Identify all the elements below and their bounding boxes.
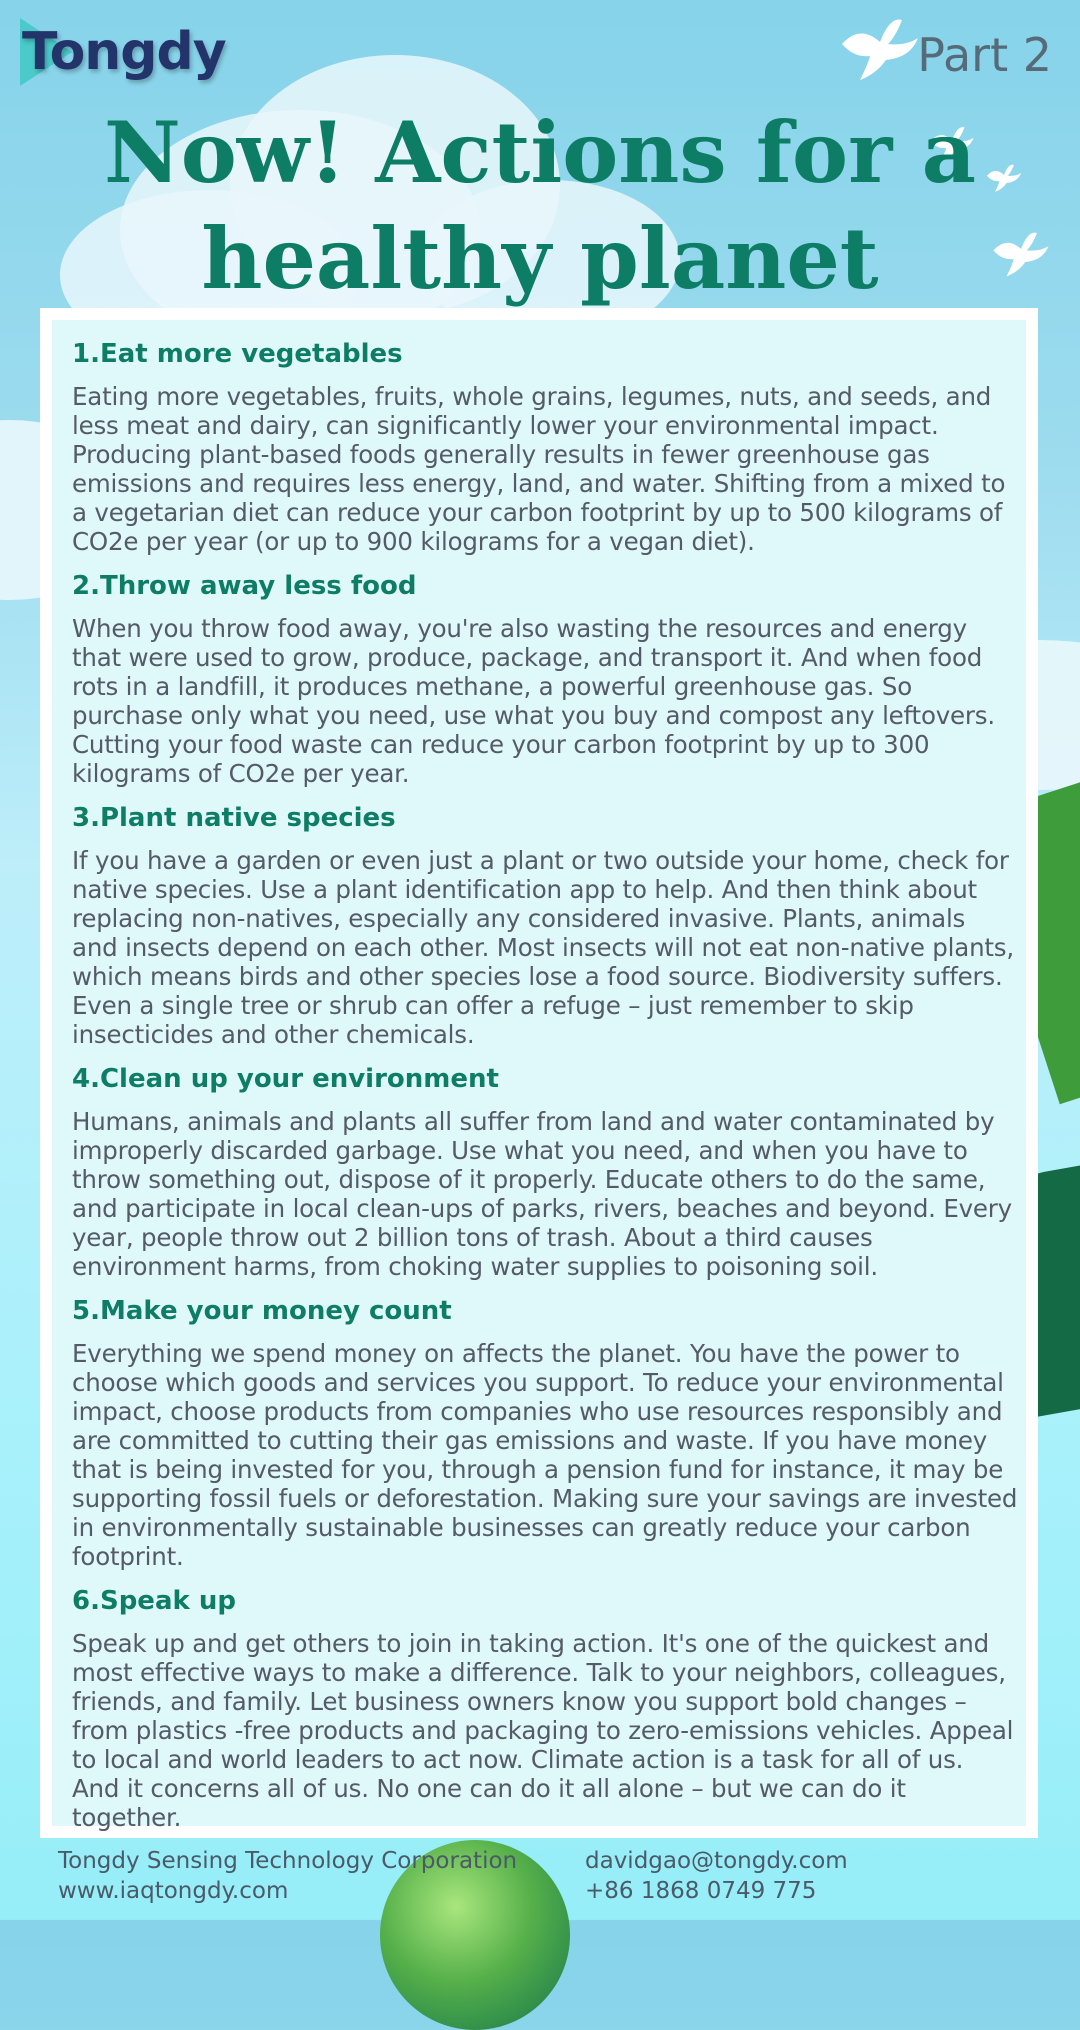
footer-phone: +86 1868 0749 775 xyxy=(585,1878,817,1904)
page-title xyxy=(40,100,1040,312)
part-label: Part 2 xyxy=(917,28,1052,82)
section-title: 6.Speak up xyxy=(72,1586,236,1616)
title-line-1: Now! Actions for a xyxy=(104,103,976,202)
title-line-2: healthy planet xyxy=(201,209,879,308)
section-body: If you have a garden or even just a plant or two outside your home, check for native species. Use a plant identification app to help. And then think about replacing non-natives, especially any considered invasive. Plants, animals and insects depend on each other. Most insects will not eat non-native plants, which means birds and other species lose a food source. Biodiversity suffers. Even a single tree or shrub can offer a refuge – just remember to skip insecticides and other chemicals. xyxy=(72,846,1014,1049)
footer-email[interactable]: davidgao@tongdy.com xyxy=(585,1848,848,1874)
section-title: 3.Plant native species xyxy=(72,803,396,833)
footer-left xyxy=(58,1846,517,1906)
footer-company: Tongdy Sensing Technology Corporation xyxy=(58,1848,518,1874)
section-title: 4.Clean up your environment xyxy=(72,1064,499,1094)
footer-right xyxy=(585,1846,848,1906)
section-title: 1.Eat more vegetables xyxy=(72,339,403,369)
section-body: Speak up and get others to join in taking action. It's one of the quickest and most effective ways to make a difference. Talk to your neighbors, colleagues, friends, and family. Let business owners know you support bold changes – from plastics -free products and packaging to zero-emissions vehicles. Appeal to local and world leaders to act now. Climate action is a task for all of us. And it concerns all of us. No one can do it all alone – but we can do it together. xyxy=(72,1629,1014,1832)
section-body: Humans, animals and plants all suffer from land and water contaminated by improperly discarded garbage. Use what you need, and when you have to throw something out, dispose of it properly. Educate others to do the same, and participate in local clean-ups of parks, rivers, beaches and beyond. Every year, people throw out 2 billion tons of trash. About a third causes environment harms, from choking water supplies to poisoning soil. xyxy=(72,1107,1012,1281)
dove-icon xyxy=(840,14,920,84)
section-title: 2.Throw away less food xyxy=(72,571,417,601)
tongdy-logo xyxy=(22,22,226,82)
section-body: Everything we spend money on affects the planet. You have the power to choose which goods and services you support. To reduce your environmental impact, choose products from companies who use resources responsibly and are committed to cutting their gas emissions and waste. If you have money that is being invested for you, through a pension fund for instance, it may be supporting fossil fuels or deforestation. Making sure your savings are invested in environmentally sustainable businesses can greatly reduce your carbon footprint. xyxy=(72,1339,1018,1571)
section-body: Eating more vegetables, fruits, whole grains, legumes, nuts, and seeds, and less meat and dairy, can significantly lower your environmental impact. Producing plant-based foods generally results in fewer greenhouse gas emissions and requires less energy, land, and water. Shifting from a mixed to a vegetarian diet can reduce your carbon footprint by up to 500 kilograms of CO2e per year (or up to 900 kilograms for a vegan diet). xyxy=(72,382,1006,556)
logo-text: Tongdy xyxy=(22,22,226,82)
content-panel-inner xyxy=(52,320,1026,1832)
content-panel xyxy=(40,308,1038,1838)
footer-website[interactable]: www.iaqtongdy.com xyxy=(58,1878,289,1904)
section-body: When you throw food away, you're also wasting the resources and energy that were used to grow, produce, package, and transport it. And when food rots in a landfill, it produces methane, a powerful greenhouse gas. So purchase only what you need, use what you buy and compost any leftovers. Cutting your food waste can reduce your carbon footprint by up to 300 kilograms of CO2e per year. xyxy=(72,614,995,788)
section-title: 5.Make your money count xyxy=(72,1296,452,1326)
